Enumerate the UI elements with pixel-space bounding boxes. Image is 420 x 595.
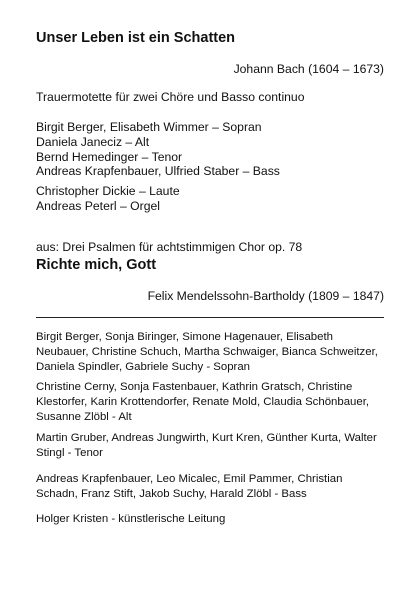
choir-alt: Christine Cerny, Sonja Fastenbauer, Kathrin Gratsch, Christine Klestorfer, Karin Krottendorfer, Renate Mold, Claudia Schönbauer, Susanne Zlöbl - Alt <box>36 381 370 423</box>
choir-sopran: Birgit Berger, Sonja Biringer, Simone Hagenauer, Elisabeth Neubauer, Christine Schuch, Martha Schwaiger, Bianca Schweitzer, Daniela Spindler, Gabriele Suchy - Sopran <box>36 331 378 373</box>
choir-tenor: Martin Gruber, Andreas Jungwirth, Kurt Kren, Günther Kurta, Walter Stingl - Tenor <box>36 432 377 459</box>
piece1-instruments <box>36 184 180 214</box>
piece1-composer: Johann Bach (1604 – 1673) <box>233 62 384 76</box>
piece1-singers <box>36 120 280 179</box>
choir-bass: Andreas Krapfenbauer, Leo Micalec, Emil Pammer, Christian Schadn, Franz Stift, Jakob Suchy, Harald Zlöbl - Bass <box>36 473 343 500</box>
piece2-source: aus: Drei Psalmen für achtstimmigen Chor op. 78 <box>36 240 303 254</box>
piece2-title: Richte mich, Gott <box>36 257 157 273</box>
singer-line: Daniela Janeciz – Alt <box>36 134 150 149</box>
singer-line: Bernd Hemedinger – Tenor <box>36 149 183 164</box>
piece1-subtitle: Trauermotette für zwei Chöre und Basso continuo <box>36 90 305 104</box>
singer-line: Birgit Berger, Elisabeth Wimmer – Sopran <box>36 120 262 134</box>
instrument-line: Christopher Dickie – Laute <box>36 184 180 198</box>
section-divider <box>36 317 384 318</box>
singer-line: Andreas Krapfenbauer, Ulfried Staber – Bass <box>36 164 280 179</box>
instrument-line: Andreas Peterl – Orgel <box>36 198 160 213</box>
piece2-composer: Felix Mendelssohn-Bartholdy (1809 – 1847) <box>147 289 384 303</box>
choir-leitung: Holger Kristen - künstlerische Leitung <box>36 513 226 525</box>
piece1-title: Unser Leben ist ein Schatten <box>36 30 236 46</box>
